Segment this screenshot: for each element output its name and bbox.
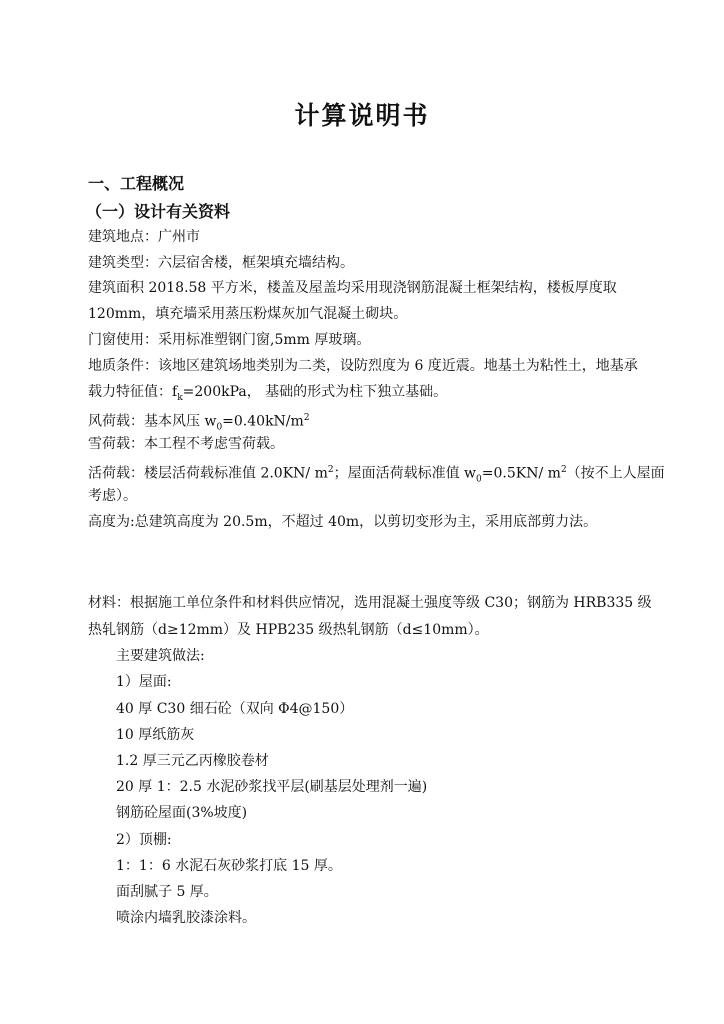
area-line-2: 120mm，填充墙采用蒸压粉煤灰加气混凝土砌块。 [88, 306, 408, 322]
list-item: 主要建筑做法: [116, 648, 205, 664]
area-line-1: 建筑面积 2018.58 平方米，楼盖及屋盖均采用现浇钢筋混凝土框架结构，楼板厚度取 [88, 280, 617, 296]
live-sup-2: 2 [560, 465, 567, 475]
wind-subscript: 0 [216, 422, 223, 433]
list-item: 1：1：6 水泥石灰砂浆打底 15 厚。 [116, 858, 342, 874]
live-sup-1: 2 [327, 465, 334, 475]
live-load-line-1 [88, 461, 665, 488]
live-text-4: （按不上人屋面 [566, 465, 665, 482]
geology-text-2: =200kPa， 基础的形式为柱下独立基础。 [182, 384, 448, 400]
height-line: 高度为:总建筑高度为 20.5m，不超过 40m，以剪切变形为主，采用底部剪力法。 [88, 514, 598, 530]
page-title: 计算说明书 [294, 101, 430, 130]
geology-line-1: 地质条件：该地区建筑场地类别为二类，设防烈度为 6 度近震。地基土为粘性土，地基承 [88, 358, 638, 374]
list-item: 1.2 厚三元乙丙橡胶卷材 [116, 753, 269, 769]
live-sub: 0 [476, 474, 482, 485]
list-item: 40 厚 C30 细石砼（双向 Φ4@150） [116, 701, 354, 717]
live-text-2: ；屋面活荷载标准值 w [333, 465, 477, 482]
material-line-2: 热轧钢筋（d≥12mm）及 HPB235 级热轧钢筋（d≤10mm）。 [88, 622, 489, 638]
snow-line: 雪荷载：本工程不考虑雪荷载。 [88, 436, 284, 452]
list-item: 面刮腻子 5 厚。 [116, 884, 218, 900]
material-line-1: 材料：根据施工单位条件和材料供应情况，选用混凝土强度等级 C30；钢筋为 HRB335 级 [88, 595, 652, 611]
windows-line: 门窗使用：采用标准塑钢门窗,5mm 厚玻璃。 [88, 332, 371, 348]
subsection-heading: （一）设计有关资料 [86, 202, 231, 221]
location-line: 建筑地点：广州市 [88, 229, 200, 245]
type-line: 建筑类型：六层宿舍楼，框架填充墙结构。 [88, 255, 354, 271]
list-item: 20 厚 1：2.5 水泥砂浆找平层(刷基层处理剂一遍) [116, 779, 428, 795]
list-item: 钢筋砼屋面(3%坡度) [116, 805, 248, 821]
list-item: 喷涂内墙乳胶漆涂料。 [116, 910, 256, 926]
list-item: 2）顶棚: [116, 832, 172, 848]
live-load-line-2: 考虑）。 [88, 488, 137, 504]
geology-line-2 [88, 383, 447, 407]
list-item: 1）屋面: [116, 674, 172, 690]
live-text-3: =0.5KN/ m [481, 465, 561, 482]
live-text-1: 活荷载：楼层活荷载标准值 2.0KN/ m [88, 465, 328, 482]
geology-subscript: k [177, 392, 183, 403]
geology-text-1: 载力特征值：f [88, 384, 178, 400]
wind-text-1: 风荷载：基本风压 w [88, 413, 217, 430]
wind-superscript: 2 [303, 413, 310, 423]
wind-text-2: =0.40kN/m [222, 413, 304, 430]
section-heading: 一、工程概况 [88, 174, 185, 193]
list-item: 10 厚纸筋灰 [116, 727, 195, 743]
wind-line [88, 409, 310, 436]
